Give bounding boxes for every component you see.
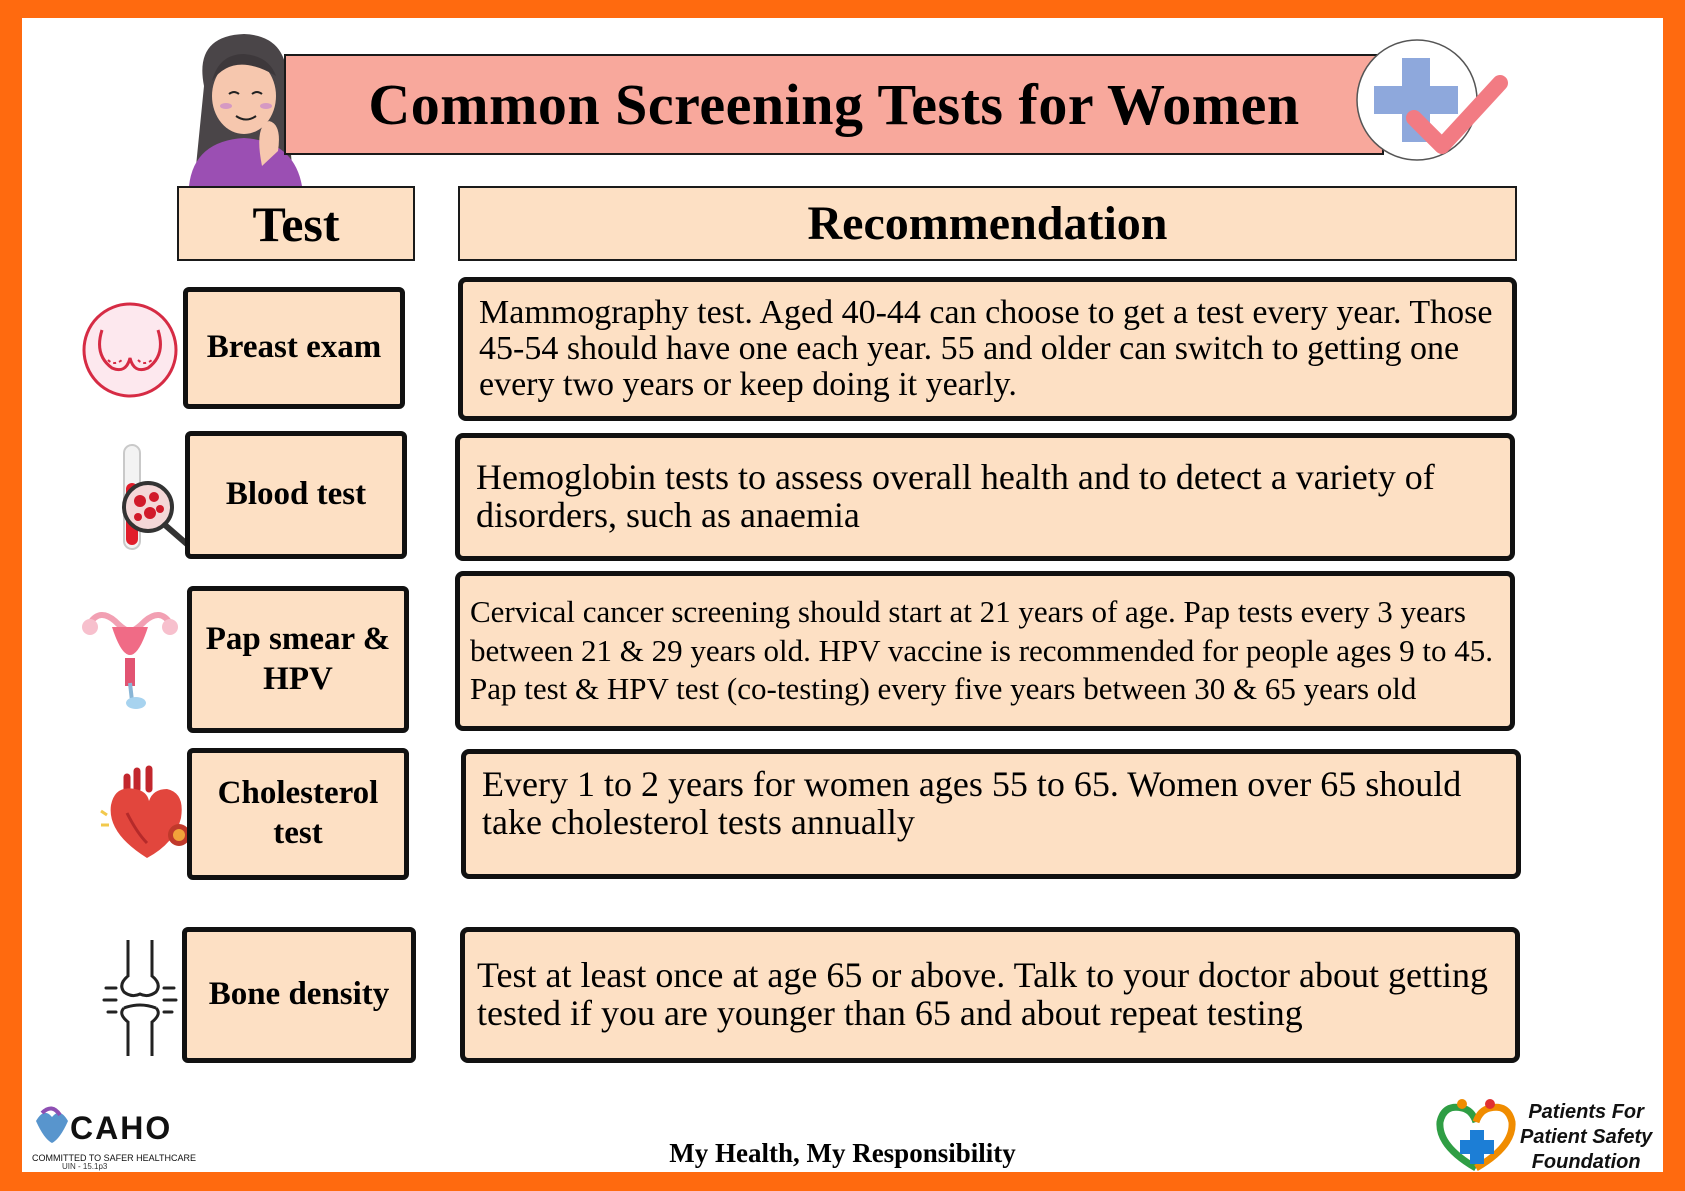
recommendation-bone-density — [460, 927, 1520, 1063]
patient-safety-foundation-text: Patients For Patient Safety Foundation — [1520, 1101, 1653, 1172]
title-banner — [284, 54, 1384, 155]
patient-safety-heart-logo — [1432, 1096, 1522, 1172]
column-header-recommendation: Recommendation — [458, 186, 1517, 261]
recommendation-text: Hemoglobin tests to assess overall health and to detect a variety of disorders, such as anaemia — [476, 457, 1435, 535]
breast-icon — [80, 300, 180, 400]
uin-code: UIN - 15.1p3 — [62, 1162, 108, 1171]
recommendation-cholesterol-test — [461, 749, 1521, 879]
footer-tagline: My Health, My Responsibility — [669, 1138, 1016, 1168]
recommendation-pap-smear-hpv — [455, 571, 1515, 731]
recommendation-text: Test at least once at age 65 or above. Talk to your doctor about getting tested if you are younger than 65 and about repeat testing — [477, 955, 1488, 1033]
heart-icon — [97, 763, 197, 863]
recommendation-text: Every 1 to 2 years for women ages 55 to 65. Women over 65 should take cholesterol tests annually — [482, 764, 1462, 842]
medical-cross-check-icon — [1352, 38, 1522, 178]
caho-tagline: COMMITTED TO SAFER HEALTHCARE — [32, 1153, 197, 1163]
test-label-bone-density: Bone density — [182, 927, 416, 1063]
recommendation-breast-exam — [458, 277, 1517, 421]
test-label-blood-test: Blood test — [185, 431, 407, 559]
test-label-pap-smear-hpv: Pap smear & HPV — [187, 586, 409, 733]
poster — [22, 18, 1663, 1172]
column-header-test: Test — [177, 186, 415, 261]
uterus-icon — [80, 603, 180, 713]
recommendation-text: Cervical cancer screening should start at 21 years of age. Pap tests every 3 years between 21 & 29 years old. HPV vaccine is recommended for people ages 9 to 45. Pap test & HPV test (co-testing) every five years between 30 & 65 years old — [470, 593, 1493, 707]
recommendation-blood-test — [455, 433, 1515, 561]
caho-logo-text: CAHO — [70, 1110, 173, 1146]
test-label-cholesterol-test: Cholesterol test — [187, 748, 409, 880]
page-title: Common Screening Tests for Women — [368, 72, 1300, 137]
knee-joint-icon — [100, 938, 180, 1058]
recommendation-text: Mammography test. Aged 40-44 can choose to get a test every year. Those 45-54 should have one each year. 55 and older can switch to getting one every two years or keep doing it yearly. — [479, 294, 1493, 403]
test-label-breast-exam: Breast exam — [183, 287, 405, 409]
